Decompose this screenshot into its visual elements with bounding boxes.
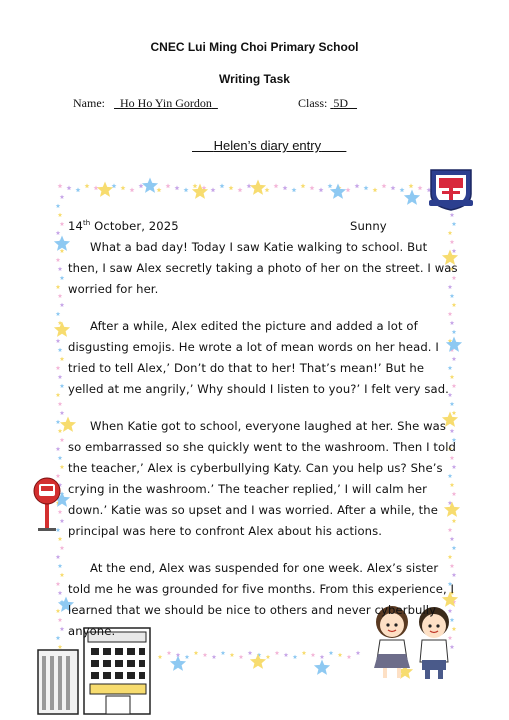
star-decoration (274, 183, 279, 188)
bus-stop-icon (30, 476, 64, 532)
star-decoration (250, 180, 266, 195)
star-decoration (60, 303, 65, 307)
star-decoration (60, 573, 65, 577)
star-decoration (142, 178, 158, 193)
star-decoration (76, 187, 81, 192)
star-decoration (338, 653, 343, 657)
diary-dateline (68, 216, 458, 237)
star-decoration (319, 187, 324, 192)
star-decoration (60, 384, 65, 388)
star-decoration (212, 655, 217, 659)
star-decoration (221, 651, 226, 655)
star-decoration (56, 555, 61, 559)
star-decoration (58, 564, 63, 568)
star-decoration (60, 276, 65, 280)
star-decoration (56, 447, 61, 451)
star-decoration (58, 348, 63, 352)
diary-date: 14th October, 2025 (68, 219, 179, 233)
class-value: 5D (333, 96, 349, 110)
star-decoration (400, 187, 405, 192)
star-decoration (58, 591, 63, 595)
star-decoration (56, 204, 61, 208)
diary-paragraph: At the end, Alex was suspended for one week. Alex’s sister told me he was grounded for five months. From this experience, I learned that we should be nice to others and never cyberbully anyone. (68, 561, 455, 638)
star-decoration (328, 183, 333, 188)
star-decoration (355, 183, 360, 188)
star-decoration (58, 183, 63, 188)
star-decoration (56, 609, 61, 613)
star-decoration (158, 655, 163, 659)
star-decoration (220, 183, 225, 188)
star-decoration (302, 651, 307, 655)
star-decoration (157, 187, 162, 192)
diary-title: Helen’s diary entry (213, 138, 322, 153)
star-decoration (184, 187, 189, 192)
star-decoration (60, 222, 65, 226)
star-decoration (58, 429, 63, 433)
name-value: Ho Ho Yin Gordon (120, 96, 212, 110)
star-decoration (283, 185, 288, 190)
star-decoration (203, 653, 208, 657)
star-decoration (320, 655, 325, 659)
star-decoration (284, 653, 289, 657)
star-decoration (130, 187, 135, 192)
task-title: Writing Task (219, 72, 290, 86)
star-decoration (382, 183, 387, 188)
star-decoration (364, 185, 369, 190)
star-decoration (418, 185, 423, 190)
star-decoration (97, 182, 113, 197)
star-decoration (314, 660, 330, 675)
star-decoration (60, 411, 65, 415)
star-decoration (347, 655, 352, 659)
star-decoration (275, 651, 280, 655)
diary-weather: Sunny (350, 219, 387, 233)
star-decoration (293, 655, 298, 659)
star-decoration (56, 258, 61, 262)
star-decoration (409, 183, 414, 188)
star-decoration (58, 618, 63, 622)
star-decoration (58, 267, 63, 271)
star-decoration (56, 582, 61, 586)
star-decoration (56, 420, 61, 424)
school-name: CNEC Lui Ming Choi Primary School (150, 40, 359, 54)
star-decoration (56, 393, 61, 397)
star-decoration (58, 294, 63, 298)
star-decoration (185, 655, 190, 659)
star-decoration (373, 187, 378, 192)
star-decoration (60, 546, 65, 550)
diary-paragraph: After a while, Alex edited the picture and added a lot of disgusting emojis. He wrote a lot of mean words on her head. I tried to tell Alex,’ Don’t do that to her! That’s mean!’ But he yelled at me angrily,’ Why should I listen to you?’ I felt very sad. (68, 319, 449, 396)
star-decoration (356, 651, 361, 655)
star-decoration (56, 231, 61, 235)
star-decoration (239, 655, 244, 659)
star-decoration (56, 312, 61, 316)
star-decoration (60, 465, 65, 469)
star-decoration (60, 357, 65, 361)
star-decoration (67, 185, 72, 190)
star-decoration (194, 651, 199, 655)
star-decoration (60, 195, 65, 199)
diary-body (68, 216, 458, 642)
star-decoration (230, 653, 235, 657)
star-decoration (58, 456, 63, 460)
star-decoration (58, 402, 63, 406)
star-decoration (56, 285, 61, 289)
star-decoration (229, 185, 234, 190)
star-decoration (250, 654, 266, 669)
star-decoration (85, 183, 90, 188)
name-label: Name: (73, 96, 105, 110)
star-decoration (248, 651, 253, 655)
star-decoration (167, 651, 172, 655)
diary-paragraph: What a bad day! Today I saw Katie walking to school. But then, I saw Alex secretly taking a photo of her on the street. I was worried for her. (68, 240, 458, 296)
star-decoration (211, 187, 216, 192)
star-decoration (301, 183, 306, 188)
star-decoration (58, 213, 63, 217)
star-decoration (170, 656, 186, 671)
star-decoration (238, 187, 243, 192)
star-decoration (346, 187, 351, 192)
star-decoration (121, 185, 126, 190)
star-decoration (58, 537, 63, 541)
star-decoration (265, 187, 270, 192)
star-decoration (56, 339, 61, 343)
star-decoration (292, 187, 297, 192)
star-decoration (60, 249, 65, 253)
diary-paragraph: When Katie got to school, everyone laughed at her. She was so embarrassed so she quickly went to the washroom. Then I told the teacher,’ Alex is cyberbullying Katy. Can you help us? She’s crying in the washroom.’ The teacher replied,’ I will calm her down.’ Katie was so upset and I was worried. After a while, the principal was here to confront Alex about his actions. (68, 419, 456, 538)
star-decoration (266, 655, 271, 659)
class-label: Class: (298, 96, 328, 110)
star-decoration (330, 184, 346, 199)
star-decoration (166, 183, 171, 188)
star-decoration (311, 653, 316, 657)
star-decoration (58, 375, 63, 379)
star-decoration (404, 190, 420, 205)
star-decoration (175, 185, 180, 190)
star-decoration (60, 438, 65, 442)
star-decoration (391, 185, 396, 190)
star-decoration (56, 366, 61, 370)
school-emblem-icon (427, 166, 475, 212)
star-decoration (193, 183, 198, 188)
star-decoration (310, 185, 315, 190)
star-decoration (329, 651, 334, 655)
